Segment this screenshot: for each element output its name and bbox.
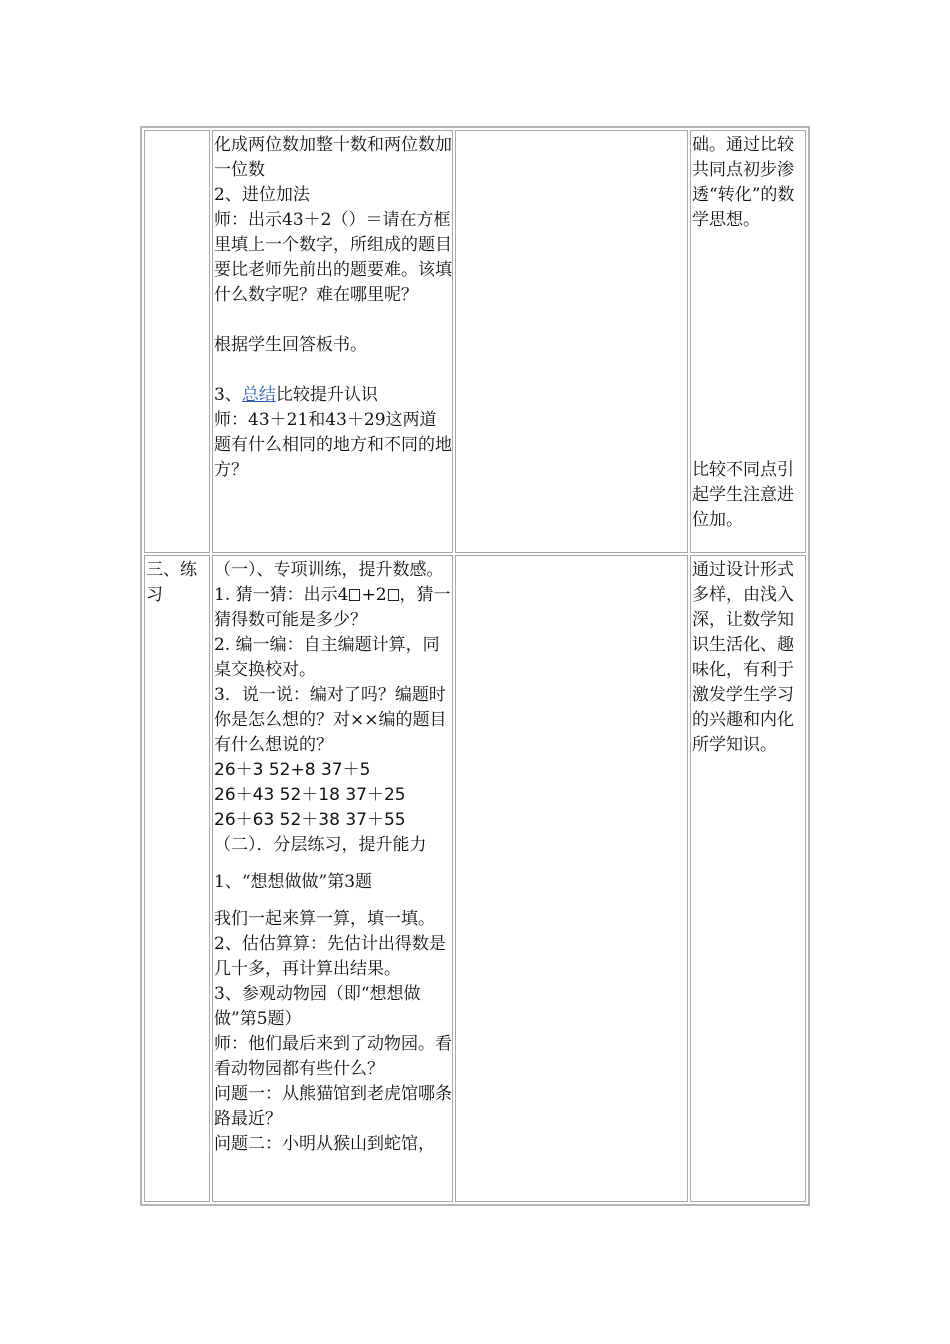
- text-line: 我们一起来算一算，填一填。: [214, 909, 435, 929]
- intent-text: 比较不同点引起学生注意进位加。: [692, 460, 794, 530]
- intent-text: 通过设计形式多样，由浅入深，让数学知识生活化、趣味化，有利于激发学生学习的兴趣和内化所学知识。: [692, 560, 794, 755]
- text-line: 化成两位数加整十数和两位数加一位数: [214, 135, 452, 180]
- text-line: 问题二：小明从猴山到蛇馆，: [214, 1134, 435, 1154]
- text-line: 1、“想想做做”第3题: [214, 872, 373, 892]
- text-line: 师：43＋21和43＋29这两道题有什么相同的地方和不同的地方？: [214, 410, 452, 480]
- text-line: 问题一：从熊猫馆到老虎馆哪条路最近？: [214, 1084, 452, 1129]
- subheading-text: 比较提升认识: [275, 385, 378, 405]
- text-line: 2、估估算算：先估计出得数是几十多，再计算出结果。: [214, 934, 446, 979]
- text-line: 师：他们最后来到了动物园。看看动物园都有些什么？: [214, 1034, 452, 1079]
- student-activity-cell: [455, 555, 688, 1202]
- text-fragment: +2: [361, 585, 387, 605]
- table-row: [144, 555, 806, 1202]
- teacher-activity-cell: [212, 555, 453, 1202]
- student-activity-cell: [455, 130, 688, 553]
- text-line: 3、参观动物园（即“想想做做”第5题）: [214, 984, 421, 1029]
- lesson-plan-table: [140, 126, 810, 1206]
- table-row: [144, 130, 806, 553]
- design-intent-cell: [690, 555, 806, 1202]
- subheading: 2、进位加法: [214, 185, 310, 205]
- text-line: （一）、专项训练，提升数感。: [214, 560, 444, 580]
- design-intent-cell: [690, 130, 806, 553]
- stage-cell: 三、练习: [144, 555, 210, 1202]
- teacher-activity-cell: [212, 130, 453, 553]
- text-fragment: 1. 猜一猜：出示4: [214, 585, 349, 605]
- subheading: （二）．分层练习，提升能力: [214, 835, 427, 855]
- summary-link[interactable]: 总结: [241, 385, 276, 405]
- blank-box-icon: [388, 589, 399, 601]
- intent-text: 础。通过比较共同点初步渗透“转化”的数学思想。: [692, 135, 795, 230]
- text-line: [214, 583, 452, 633]
- text-line: 根据学生回答板书。: [214, 335, 367, 355]
- text-fragment: ，猜一猜得数可能是多少？: [214, 585, 451, 630]
- calc-row: 26＋43 52＋18 37＋25: [214, 785, 406, 805]
- calc-row: 26＋63 52＋38 37＋55: [214, 810, 406, 830]
- subheading: [214, 383, 452, 408]
- calc-row: 26＋3 52+8 37＋5: [214, 760, 371, 780]
- text-line: 师：出示43＋2（）＝请在方框里填上一个数字，所组成的题目要比老师先前出的题要难。该填什么数字呢？难在哪里呢？: [214, 210, 452, 305]
- subheading-number: 3、: [214, 385, 242, 405]
- stage-cell: [144, 130, 210, 553]
- blank-box-icon: [349, 589, 360, 601]
- text-line: 2. 编一编：自主编题计算，同桌交换校对。: [214, 635, 440, 680]
- text-line: 3．说一说：编对了吗？编题时你是怎么想的？对××编的题目有什么想说的？: [214, 685, 447, 755]
